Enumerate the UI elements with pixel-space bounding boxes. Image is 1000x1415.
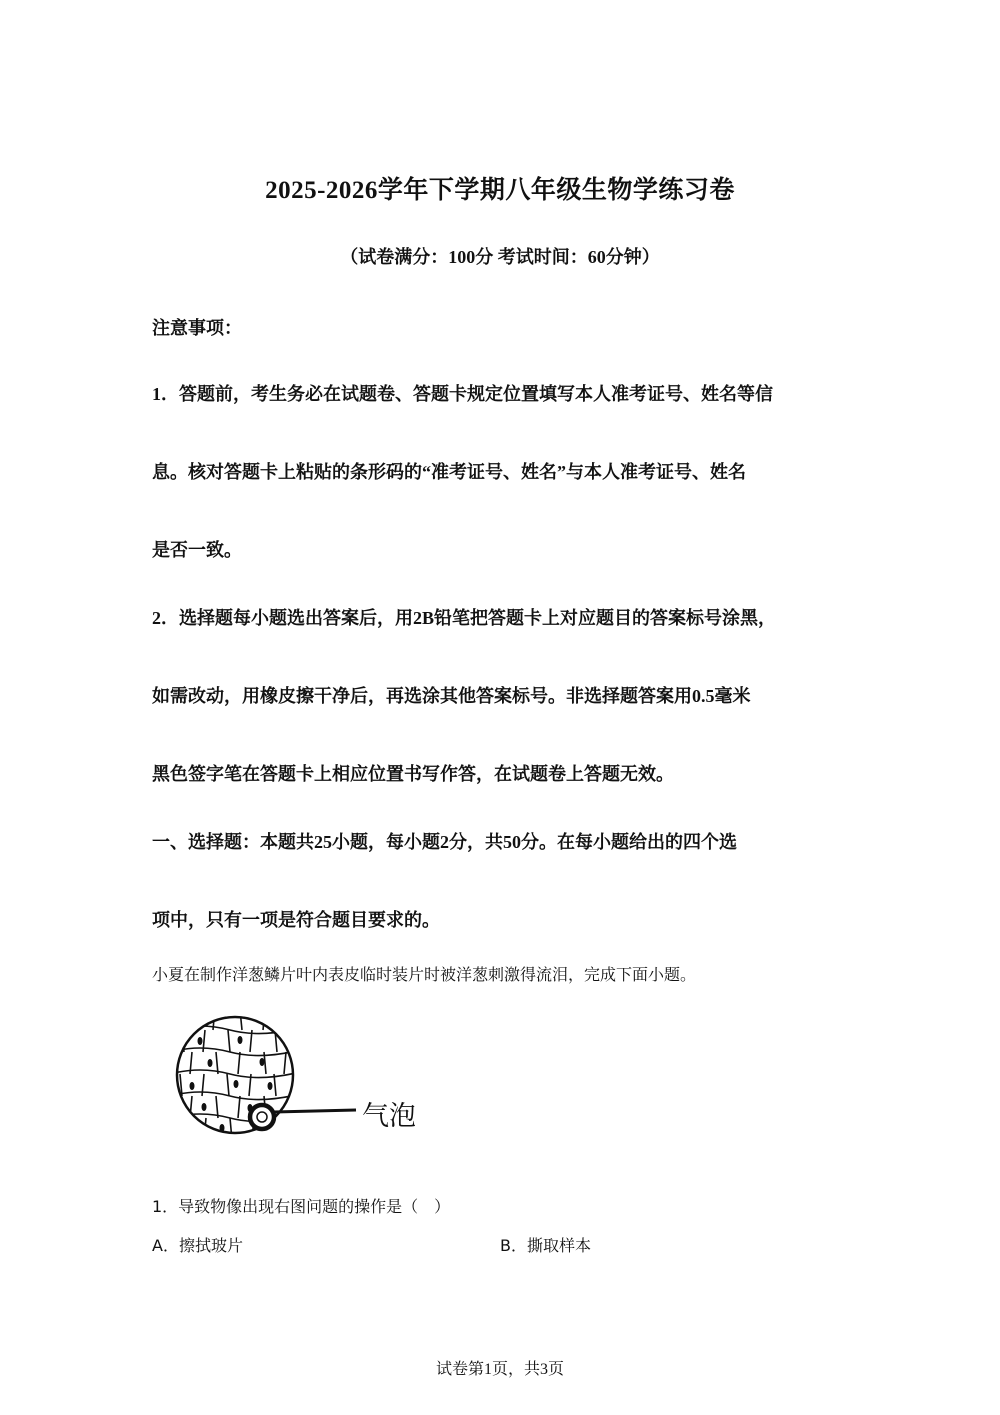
notice-line: 1．答题前，考生务必在试题卷、答题卡规定位置填写本人准考证号、姓名等信 [152, 384, 773, 404]
page-footer: 试卷第1页，共3页 [435, 1361, 564, 1378]
bubble-label: 气泡 [362, 1101, 416, 1132]
section-heading: 项中，只有一项是符合题目要求的。 [152, 910, 440, 930]
option-a: A．擦拭玻片 [152, 1236, 243, 1255]
section-heading: 一、选择题：本题共25小题，每小题2分，共50分。在每小题给出的四个选 [152, 832, 737, 852]
exam-info: （试卷满分：100分 考试时间：60分钟） [340, 247, 660, 267]
notice-line: 是否一致。 [152, 540, 242, 560]
question-intro: 小夏在制作洋葱鳞片叶内表皮临时装片时被洋葱刺激得流泪，完成下面小题。 [152, 965, 697, 984]
notice-line: 息。核对答题卡上粘贴的条形码的“准考证号、姓名”与本人准考证号、姓名 [152, 462, 746, 482]
notice-line: 黑色签字笔在答题卡上相应位置书写作答，在试题卷上答题无效。 [152, 764, 674, 784]
question-stem: 1．导致物像出现右图问题的操作是（ ） [152, 1197, 451, 1216]
air-bubble [250, 1105, 274, 1129]
notice-heading: 注意事项： [152, 318, 242, 338]
notice-line: 2．选择题每小题选出答案后，用2B铅笔把答题卡上对应题目的答案标号涂黑， [152, 608, 777, 628]
notice-line: 如需改动，用橡皮擦干净后，再选涂其他答案标号。非选择题答案用0.5毫米 [152, 686, 751, 706]
page-title: 2025-2026学年下学期八年级生物学练习卷 [265, 177, 735, 204]
option-b: B．撕取样本 [500, 1236, 591, 1255]
